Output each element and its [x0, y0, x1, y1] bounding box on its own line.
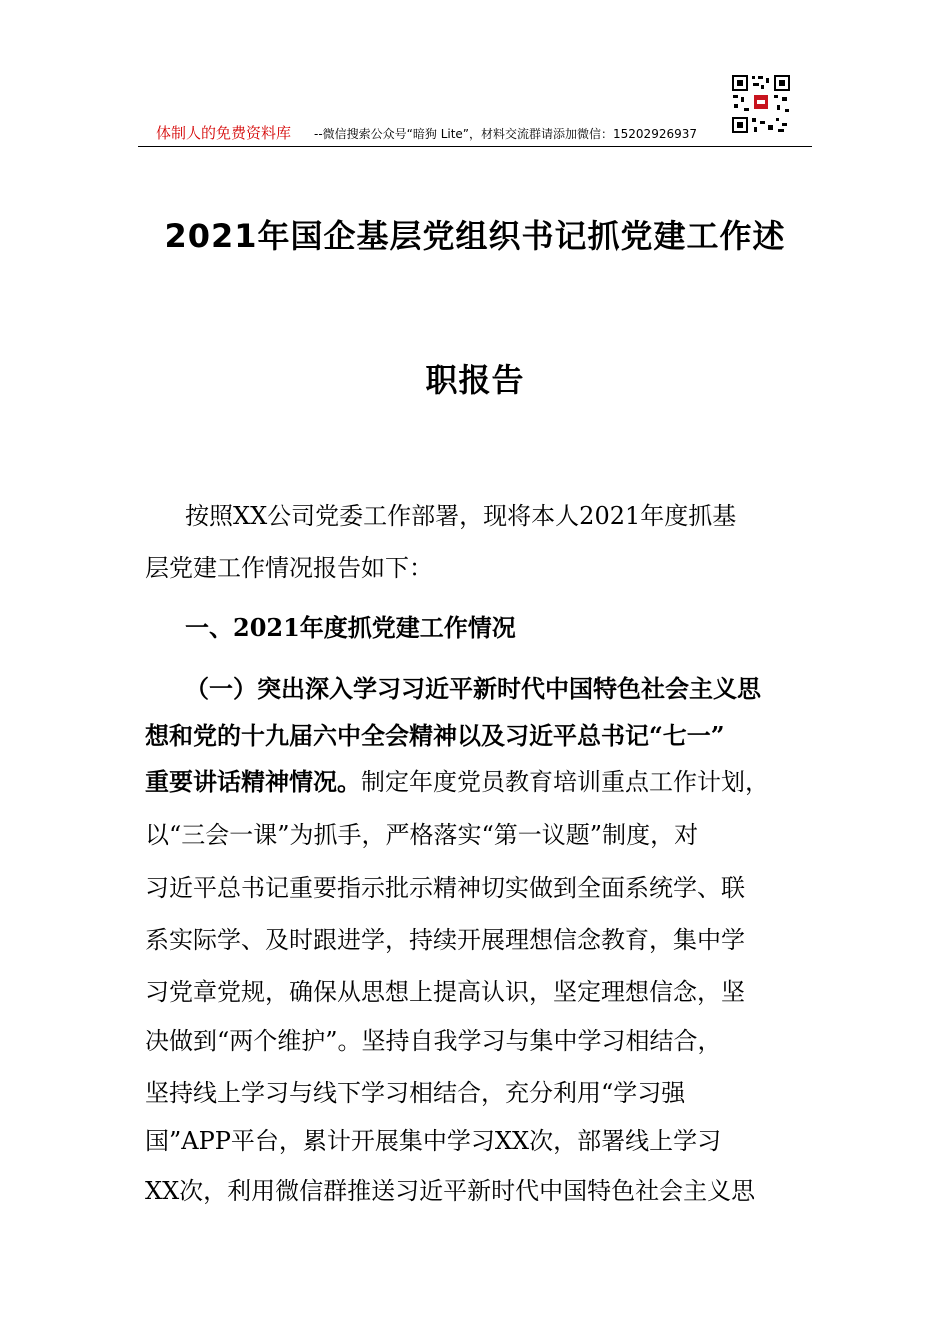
subsection-heading-line: （一）突出深入学习习近平新时代中国特色社会主义思 [185, 674, 761, 703]
subsection-heading-tail: 重要讲话精神情况。 [145, 767, 361, 796]
page-header [138, 116, 812, 147]
body-line: 按照XX公司党委工作部署，现将本人2021年度抓基 [185, 502, 737, 530]
report-title-line-2: 职报告 [425, 361, 525, 399]
body-text: 制定年度党员教育培训重点工作计划， [361, 768, 769, 796]
body-line: 以“三会一课”为抓手，严格落实“第一议题”制度，对 [145, 821, 699, 849]
subsection-heading-line: 想和党的十九届六中全会精神以及习近平总书记“七一” [145, 721, 725, 750]
section-heading: 一、2021年度抓党建工作情况 [185, 613, 516, 642]
header-note: --微信搜索公众号“暗狗 Lite”，材料交流群请添加微信：15202926937 [314, 127, 697, 141]
body-line: 层党建工作情况报告如下： [145, 554, 433, 582]
body-line: 习近平总书记重要指示批示精神切实做到全面系统学、联 [145, 874, 745, 902]
body-line: 坚持线上学习与线下学习相结合，充分利用“学习强 [145, 1079, 686, 1107]
body-line: 习党章党规，确保从思想上提高认识，坚定理想信念，坚 [145, 978, 745, 1006]
header-brand: 体制人的免费资料库 [156, 124, 292, 142]
body-line [145, 766, 805, 798]
qr-code-icon [730, 73, 792, 135]
report-title-line-1: 2021年国企基层党组织书记抓党建工作述 [164, 217, 786, 255]
body-line: 国”APP平台，累计开展集中学习XX次，部署线上学习 [145, 1127, 722, 1155]
body-line: 系实际学、及时跟进学，持续开展理想信念教育，集中学 [145, 926, 745, 954]
body-line: 决做到“两个维护”。坚持自我学习与集中学习相结合， [145, 1027, 722, 1055]
body-line: XX次，利用微信群推送习近平新时代中国特色社会主义思 [145, 1177, 756, 1205]
